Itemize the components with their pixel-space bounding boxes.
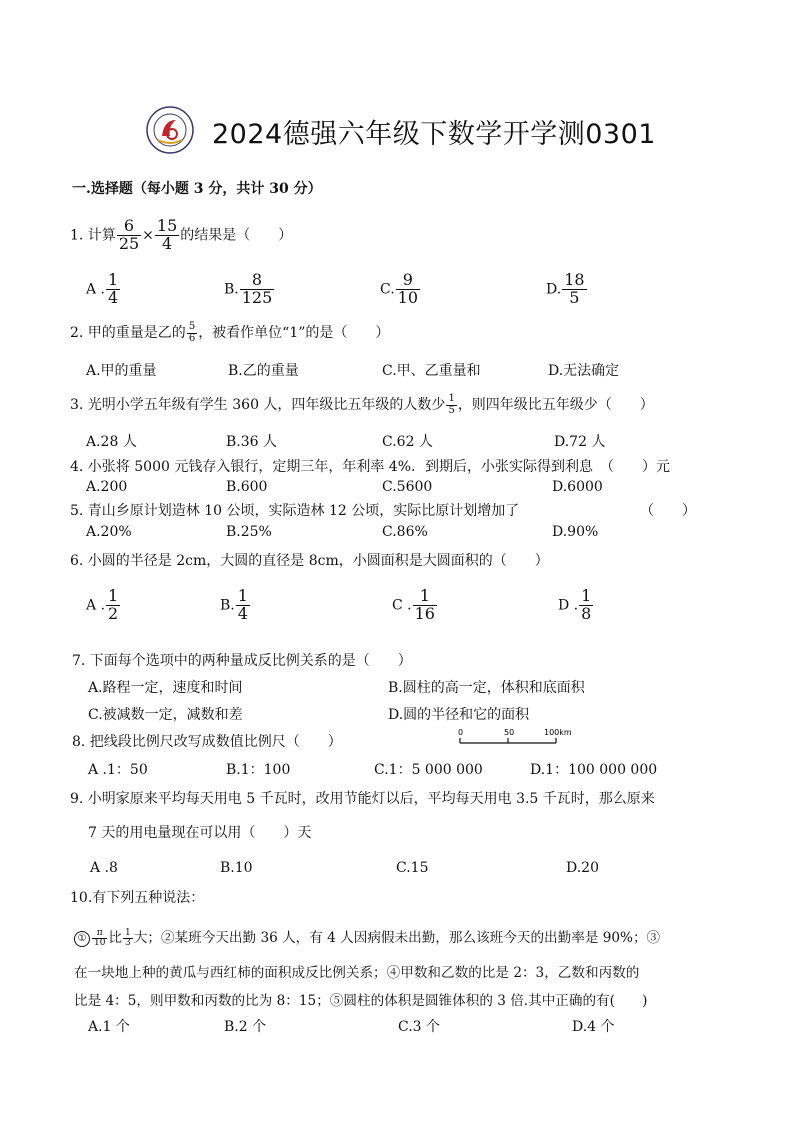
q2-fraction	[187, 322, 197, 344]
num: 1	[581, 586, 592, 605]
q9-option-c[interactable]: C.15	[396, 860, 429, 876]
q4-option-b[interactable]: B.600	[226, 479, 268, 495]
den: 3	[125, 938, 131, 948]
question-9-line-1: 9. 小明家原来平均每天用电 5 千瓦时，改用节能灯以后，平均每天用电 3.5 千瓦时，那么原来	[70, 791, 655, 807]
q5-option-a[interactable]: A.20%	[86, 524, 132, 540]
den: 16	[414, 603, 435, 623]
q10-line-3: 比是 4：5，则甲数和丙数的比为 8：15；⑤圆柱的体积是圆锥体积的 3 倍.其中正确的有( )	[74, 993, 648, 1009]
question-8: 8. 把线段比例尺改写成数值比例尺（ ）	[72, 734, 342, 750]
question-3	[70, 394, 654, 416]
q9-option-b[interactable]: B.10	[220, 860, 253, 876]
q7-option-a[interactable]: A.路程一定，速度和时间	[88, 680, 243, 696]
option-label: A .	[86, 597, 106, 614]
num: 1	[125, 927, 131, 938]
q4-option-d[interactable]: D.6000	[552, 479, 603, 495]
q4-option-c[interactable]: C.5600	[382, 479, 433, 495]
question-4: 4. 小张将 5000 元钱存入银行，定期三年，年利率 4%．到期后，小张实际得到利息 （ ）元	[70, 459, 670, 475]
section-heading: 一.选择题（每小题 3 分，共计 30 分）	[72, 181, 322, 197]
option-label: D .	[558, 597, 579, 614]
line-scale-diagram	[456, 727, 572, 747]
option-label: A .	[86, 281, 106, 298]
den: 10	[94, 938, 106, 948]
q8-option-d[interactable]: D.1：100 000 000	[530, 762, 658, 778]
q1-f2-den: 4	[161, 233, 173, 253]
q3-option-c[interactable]: C.62 人	[382, 434, 433, 450]
option-label: B.	[220, 597, 235, 614]
q3-option-d[interactable]: D.72 人	[554, 434, 606, 450]
num: 5	[188, 321, 196, 332]
question-10: 10.有下列五种说法：	[70, 890, 205, 906]
option-fraction	[240, 272, 275, 307]
q7-option-c[interactable]: C.被减数一定，减数和差	[88, 707, 243, 723]
q3-fraction	[446, 394, 456, 416]
num: 9	[396, 272, 420, 290]
q10-bi: 比	[108, 930, 123, 946]
option-fraction	[562, 272, 586, 307]
q10-option-d[interactable]: D.4 个	[572, 1019, 615, 1035]
q3-suffix: ，则四年级比五年级少（ ）	[457, 397, 654, 413]
option-fraction	[236, 588, 250, 623]
den: 125	[241, 287, 273, 307]
q2-option-a[interactable]: A.甲的重量	[86, 363, 157, 379]
q5-option-d[interactable]: D.90%	[552, 524, 599, 540]
q1-fraction-1	[117, 218, 141, 253]
q2-option-d[interactable]: D.无法确定	[548, 363, 620, 379]
q5-answer-paren[interactable]: （ ）	[640, 503, 696, 519]
q1-suffix: 的结果是（ ）	[180, 227, 293, 244]
q10-option-b[interactable]: B.2 个	[224, 1019, 267, 1035]
q5-option-b[interactable]: B.25%	[226, 524, 272, 540]
q1-f2-num: 15	[156, 216, 178, 235]
num: 18	[564, 270, 585, 289]
question-9-line-2: 7 天的用电量现在可以用（ ）天	[88, 825, 312, 841]
q3-option-a[interactable]: A.28 人	[86, 434, 137, 450]
q7-option-b[interactable]: B.圆柱的高一定，体积和底面积	[388, 680, 585, 696]
q10-fraction-2	[123, 929, 133, 949]
q8-option-b[interactable]: B.1：100	[226, 762, 291, 778]
q9-option-a[interactable]: A .8	[90, 860, 118, 876]
question-2	[70, 322, 389, 344]
q2-suffix: ，被看作单位“1”的是（ ）	[198, 325, 390, 341]
q10-statement-text: 大；②某班今天出勤 36 人，有 4 人因病假未出勤，那么该班今天的出勤率是 90%；③	[133, 930, 661, 946]
den: 8	[581, 603, 592, 623]
den: 6	[188, 332, 196, 344]
school-emblem-icon	[146, 106, 194, 154]
num: 1	[237, 586, 248, 605]
q3-option-b[interactable]: B.36 人	[226, 434, 278, 450]
circled-number-1: ①	[74, 931, 90, 947]
scale-tick-100: 100km	[544, 728, 572, 737]
q10-line-2: 在一块地上种的黄瓜与西红柿的面积成反比例关系；④甲数和乙数的比是 2：3，乙数和丙数的	[74, 965, 640, 981]
q1-f1-num: 6	[117, 218, 141, 236]
q1-times: ×	[142, 227, 154, 244]
option-fraction	[106, 272, 120, 307]
option-label: C .	[392, 597, 412, 614]
q9-option-d[interactable]: D.20	[566, 860, 599, 876]
q6-option-b[interactable]	[220, 588, 251, 623]
option-label: B.	[224, 281, 239, 298]
den: 5	[448, 404, 455, 416]
page-title: 2024德强六年级下数学开学测0301	[212, 119, 656, 150]
q10-fraction-1	[92, 929, 107, 949]
q6-option-c[interactable]	[392, 588, 438, 623]
q3-prefix: 3. 光明小学五年级有学生 360 人，四年级比五年级的人数少	[70, 397, 446, 413]
num: 1	[108, 270, 119, 289]
den: 4	[237, 603, 248, 623]
option-fraction	[579, 588, 593, 623]
q2-option-c[interactable]: C.甲、乙重量和	[382, 363, 481, 379]
q10-line-1	[74, 926, 660, 948]
q6-option-a[interactable]	[86, 588, 121, 623]
q1-f1-den: 25	[118, 233, 140, 253]
option-fraction	[396, 272, 420, 307]
option-fraction	[413, 588, 437, 623]
den: 10	[397, 287, 419, 307]
q8-option-c[interactable]: C.1：5 000 000	[374, 762, 483, 778]
num: 8	[240, 272, 275, 290]
den: 5	[569, 287, 580, 307]
q1-option-d[interactable]	[546, 272, 588, 307]
q1-option-b[interactable]	[224, 272, 275, 307]
q1-option-c[interactable]	[380, 272, 421, 307]
q10-option-c[interactable]: C.3 个	[398, 1019, 441, 1035]
question-5: 5. 青山乡原计划造林 10 公顷，实际造林 12 公顷，实际比原计划增加了	[70, 503, 520, 519]
q2-prefix: 2. 甲的重量是乙的	[70, 325, 186, 341]
num: 1	[413, 588, 437, 606]
den: 2	[108, 603, 119, 623]
question-7: 7. 下面每个选项中的两种量成反比例关系的是（ ）	[72, 653, 412, 669]
num: 1	[108, 586, 119, 605]
option-fraction	[106, 588, 120, 623]
q2-option-b[interactable]: B.乙的重量	[228, 363, 299, 379]
num: 1	[448, 393, 455, 404]
q5-option-c[interactable]: C.86%	[382, 524, 428, 540]
num: π	[92, 929, 107, 939]
q6-option-d[interactable]	[558, 588, 594, 623]
q8-option-a[interactable]: A .1：50	[88, 762, 148, 778]
question-6: 6. 小圆的半径是 2cm，大圆的直径是 8cm，小圆面积是大圆面积的（ ）	[70, 553, 549, 569]
q7-option-d[interactable]: D.圆的半径和它的面积	[388, 707, 530, 723]
q10-option-a[interactable]: A.1 个	[88, 1019, 130, 1035]
q1-option-a[interactable]	[86, 272, 121, 307]
den: 4	[108, 287, 119, 307]
scale-tick-50: 50	[504, 728, 515, 737]
question-1	[70, 218, 292, 253]
q4-option-a[interactable]: A.200	[86, 479, 128, 495]
scale-tick-0: 0	[458, 728, 464, 737]
option-label: C.	[380, 281, 395, 298]
option-label: D.	[546, 281, 562, 298]
q1-fraction-2	[155, 218, 179, 253]
q1-prefix: 1. 计算	[70, 227, 116, 244]
